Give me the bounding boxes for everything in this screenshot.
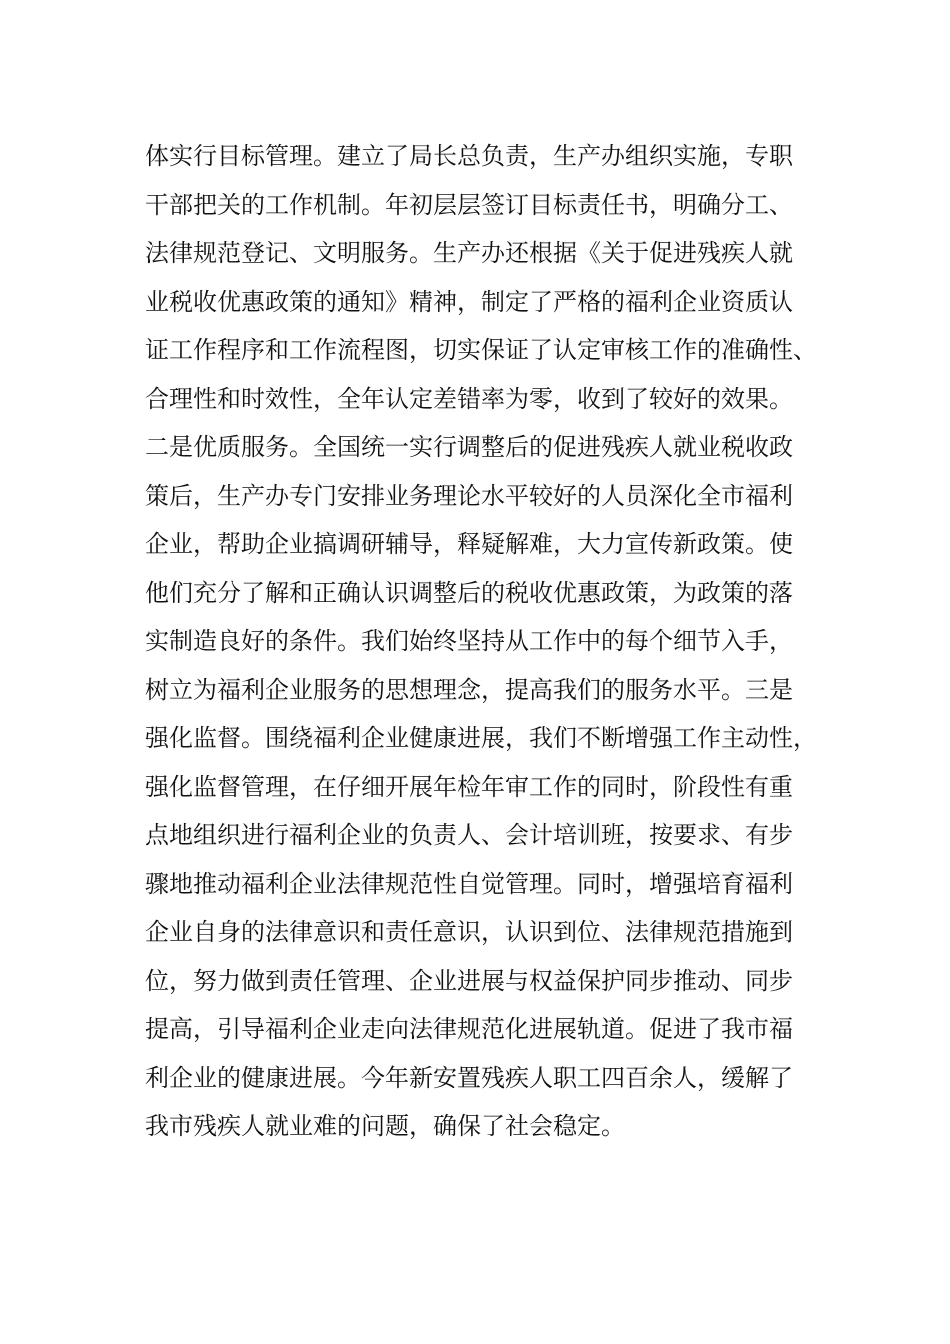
text-line: 强化监督。围绕福利企业健康进展，我们不断增强工作主动性， — [145, 724, 817, 752]
text-line: 策后，生产办专门安排业务理论水平较好的人员深化全市福利 — [145, 481, 793, 510]
text-line: 体实行目标管理。建立了局长总负责，生产办组织实施，专职 — [145, 142, 793, 170]
text-line: 提高，引导福利企业走向法律规范化进展轨道。促进了我市福 — [145, 1015, 793, 1043]
body-text — [145, 132, 845, 1151]
text-line: 实制造良好的条件。我们始终坚持从工作中的每个细节入手， — [145, 627, 793, 655]
text-line: 合理性和时效性，全年认定差错率为零，收到了较好的效果。 — [145, 384, 793, 413]
text-line: 我市残疾人就业难的问题，确保了社会稳定。 — [145, 1112, 625, 1140]
text-line: 企业，帮助企业搞调研辅导，释疑解难，大力宣传新政策。使 — [145, 530, 793, 558]
text-line: 点地组织进行福利企业的负责人、会计培训班，按要求、有步 — [145, 821, 793, 849]
text-line: 企业自身的法律意识和责任意识，认识到位、法律规范措施到 — [145, 918, 793, 946]
text-line: 干部把关的工作机制。年初层层签订目标责任书，明确分工、 — [145, 190, 793, 219]
text-line: 树立为福利企业服务的思想理念，提高我们的服务水平。三是 — [145, 675, 793, 704]
text-line: 强化监督管理，在仔细开展年检年审工作的同时，阶段性有重 — [145, 772, 793, 801]
text-line: 骤地推动福利企业法律规范性自觉管理。同时，增强培育福利 — [145, 869, 793, 898]
text-line: 法律规范登记、文明服务。生产办还根据《关于促进残疾人就 — [145, 239, 793, 267]
text-line: 位，努力做到责任管理、企业进展与权益保护同步推动、同步 — [145, 966, 793, 995]
text-line: 业税收优惠政策的通知》精神，制定了严格的福利企业资质认 — [145, 287, 793, 316]
text-line: 他们充分了解和正确认识调整后的税收优惠政策，为政策的落 — [145, 578, 793, 607]
text-line: 证工作程序和工作流程图，切实保证了认定审核工作的准确性、 — [145, 336, 817, 364]
text-line: 二是优质服务。全国统一实行调整后的促进残疾人就业税收政 — [145, 433, 793, 461]
text-line: 利企业的健康进展。今年新安置残疾人职工四百余人，缓解了 — [145, 1063, 793, 1092]
